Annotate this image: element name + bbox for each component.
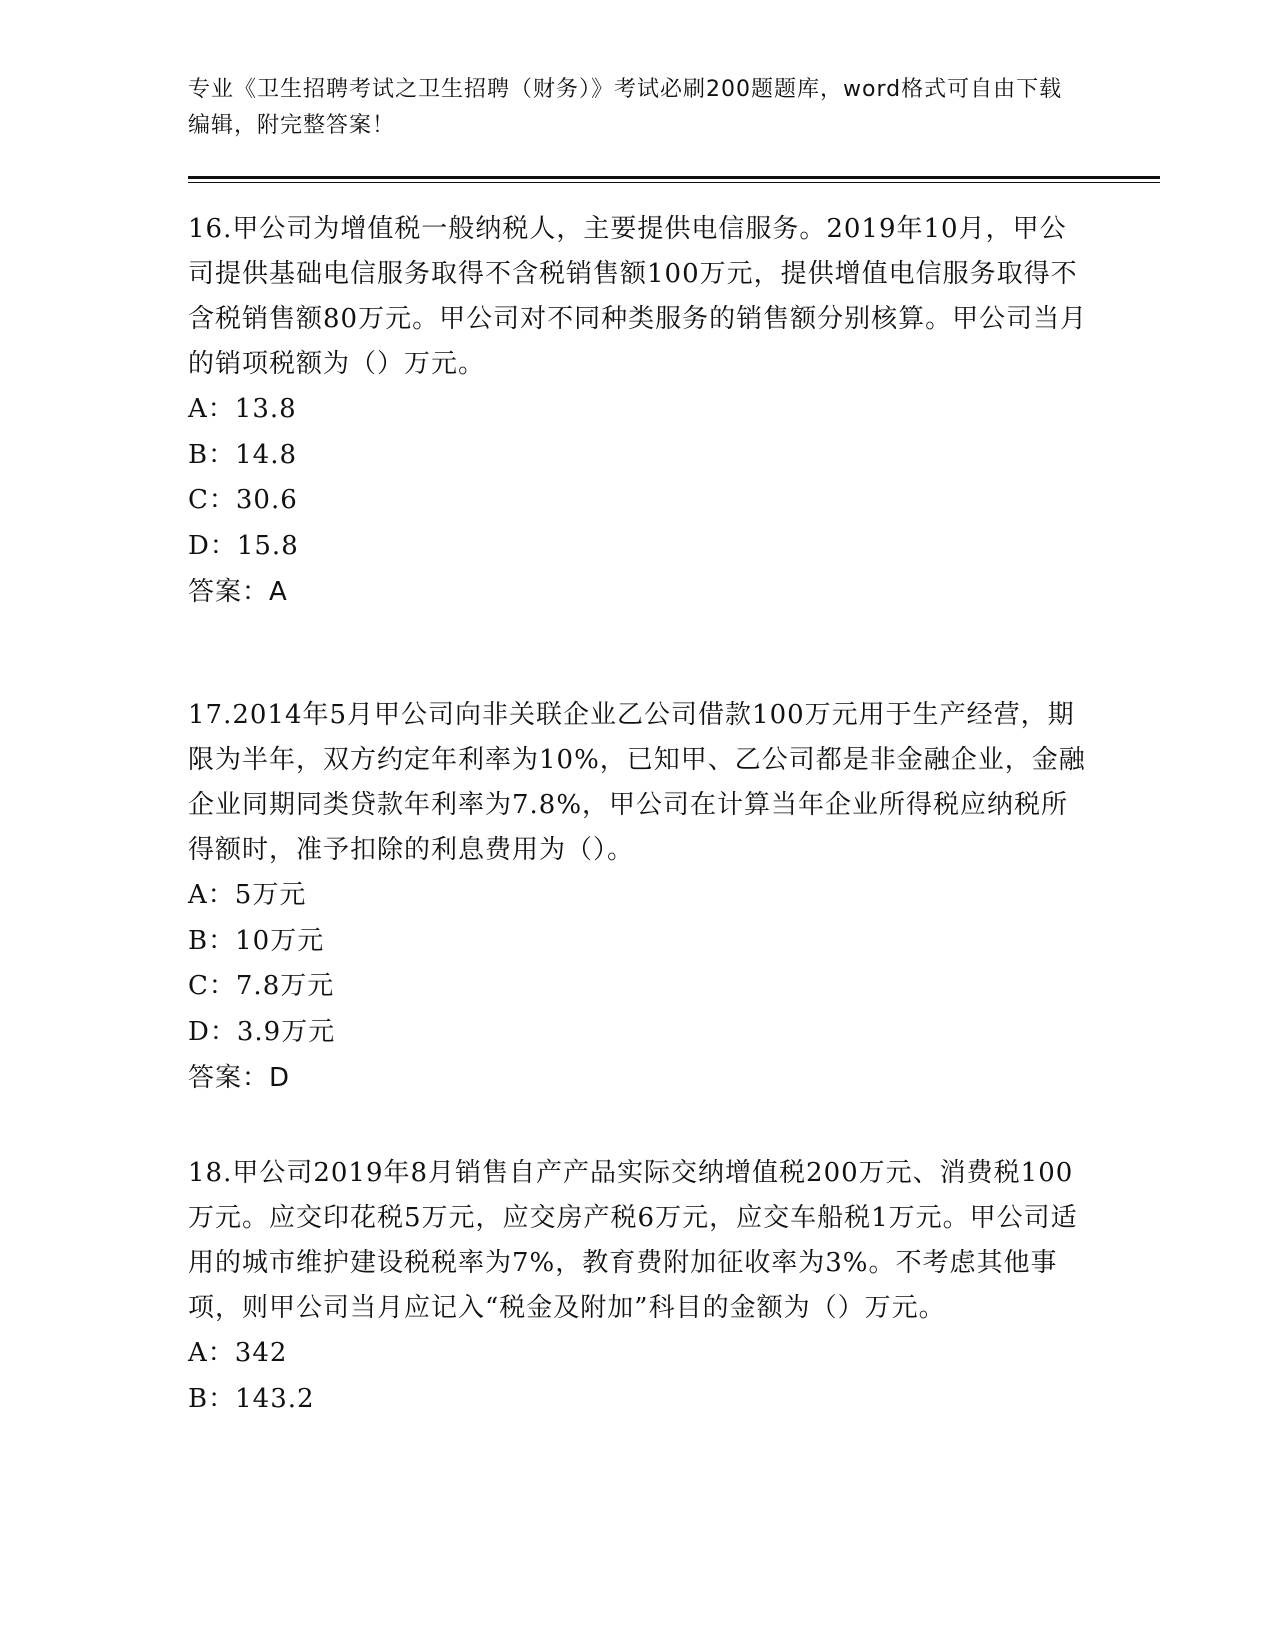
question-stem: 16.甲公司为增值税一般纳税人，主要提供电信服务。2019年10月，甲公司提供基础电信服务取得不含税销售额100万元，提供增值电信服务取得不含税销售额80万元。甲公司对不同种类服务的销售额分别核算。甲公司当月的销项税额为（）万元。 [188,214,1088,379]
option-a: A：5万元 [188,880,307,910]
header-divider [188,176,1160,179]
option-b: B：143.2 [188,1383,315,1414]
option-d: D：15.8 [188,530,299,561]
option-d: D：3.9万元 [188,1016,336,1047]
header-divider-thin [188,182,1160,183]
option-c: C：7.8万元 [188,971,335,1001]
question-16 [188,207,1088,615]
answer-line: 答案：D [188,1063,291,1093]
option-a: A：13.8 [188,394,297,424]
option-c: C：30.6 [188,485,298,515]
option-a: A：342 [188,1338,288,1368]
question-18 [188,1151,1088,1422]
question-stem: 17.2014年5月甲公司向非关联企业乙公司借款100万元用于生产经营，期限为半年，双方约定年利率为10%，已知甲、乙公司都是非金融企业，金融企业同期同类贷款年利率为7.8%，甲公司在计算当年企业所得税应纳税所得额时，准予扣除的利息费用为（）。 [188,700,1086,865]
question-stem: 18.甲公司2019年8月销售自产产品实际交纳增值税200万元、消费税100万元。应交印花税5万元，应交房产税6万元，应交车船税1万元。甲公司适用的城市维护建设税税率为7%，教育费附加征收率为3%。不考虑其他事项，则甲公司当月应记入“税金及附加”科目的金额为（）万元。 [188,1158,1078,1323]
option-b: B：14.8 [188,439,297,470]
answer-line: 答案：A [188,577,288,607]
header-intro: 专业《卫生招聘考试之卫生招聘（财务）》考试必刷200题题库，word格式可自由下载编辑，附完整答案！ [188,77,1063,138]
question-17 [188,693,1088,1101]
option-b: B：10万元 [188,925,325,956]
